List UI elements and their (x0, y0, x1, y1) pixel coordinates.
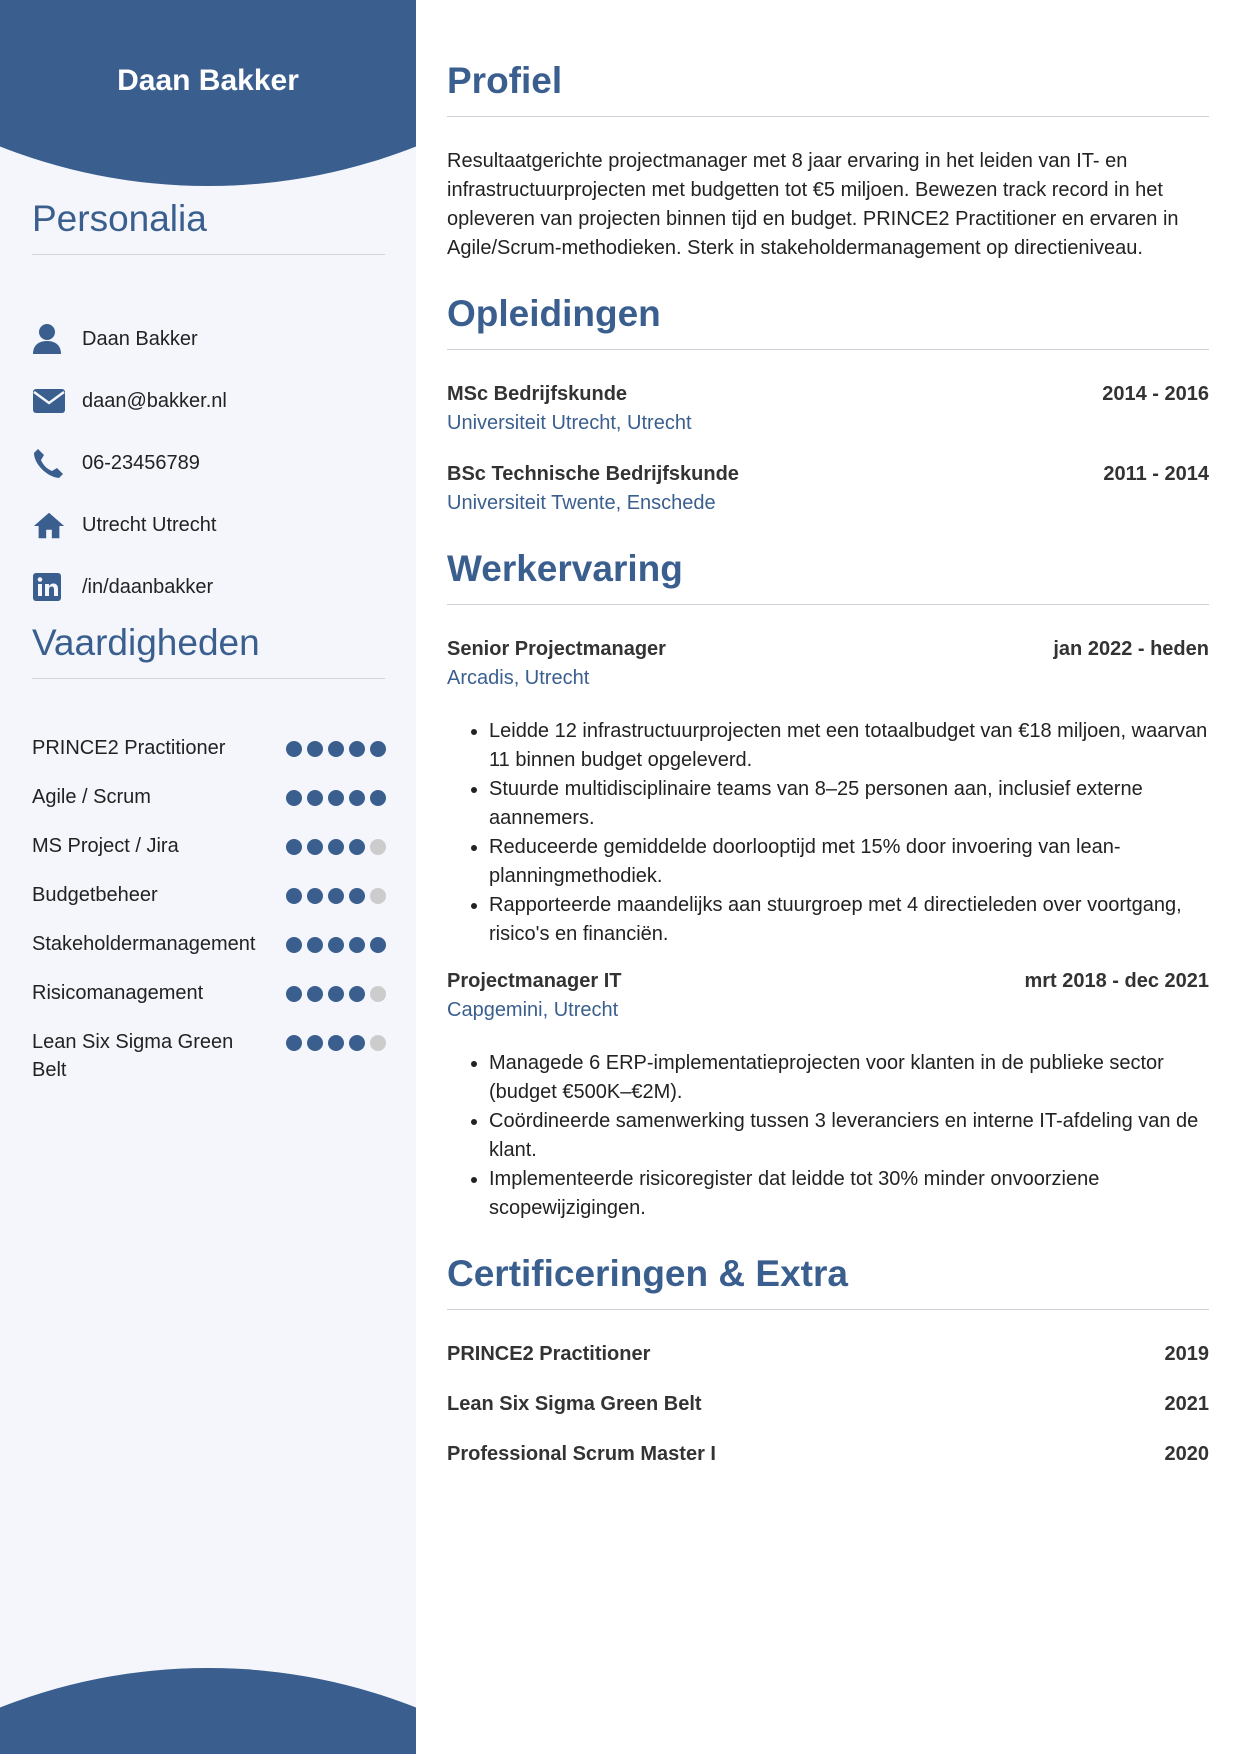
bullet-item: • Implementeerde risicoregister dat leidde tot 30% minder onvoorziene scopewijzigingen. (489, 1165, 1209, 1223)
contact-email[interactable] (32, 370, 392, 432)
rating-dot-filled (286, 937, 302, 953)
education-title: Opleidingen (447, 293, 1209, 350)
experience-title: Werkervaring (447, 548, 1209, 605)
experience-period: mrt 2018 - dec 2021 (1024, 970, 1209, 992)
skill-rating (286, 734, 386, 757)
certification-item (447, 1390, 1209, 1419)
contact-address-text: Utrecht Utrecht (82, 513, 217, 536)
skill-row (32, 783, 386, 811)
rating-dot-empty (370, 1035, 386, 1051)
rating-dot-filled (370, 790, 386, 806)
rating-dot-filled (349, 839, 365, 855)
experience-company: Capgemini, Utrecht (447, 999, 619, 1021)
education-item (447, 380, 1209, 438)
rating-dot-filled (370, 741, 386, 757)
rating-dot-filled (349, 741, 365, 757)
certification-name: Lean Six Sigma Green Belt (447, 1393, 702, 1415)
experience-role: Projectmanager IT (447, 970, 622, 992)
bullet-item: • Leidde 12 infrastructuurprojecten met een totaalbudget van €18 miljoen, waarvan 11 binnen budget opgeleverd. (489, 717, 1209, 775)
skill-name: PRINCE2 Practitioner (32, 737, 226, 759)
contact-email-text[interactable]: daan@bakker.nl (82, 389, 227, 412)
certification-year: 2019 (1164, 1343, 1209, 1365)
contact-address (32, 494, 392, 556)
skill-name: Budgetbeheer (32, 884, 158, 906)
rating-dot-filled (328, 839, 344, 855)
contact-linkedin-text[interactable]: /in/daanbakker (82, 575, 214, 598)
education-period: 2014 - 2016 (1102, 383, 1209, 405)
skill-row (32, 1028, 386, 1084)
skill-name: Agile / Scrum (32, 786, 151, 808)
education-item (447, 460, 1209, 518)
skill-rating (286, 930, 386, 953)
contact-name-text: Daan Bakker (82, 327, 198, 350)
contact-list (32, 308, 392, 618)
contact-linkedin[interactable] (32, 556, 392, 618)
rating-dot-filled (349, 937, 365, 953)
phone-icon (32, 446, 66, 480)
rating-dot-empty (370, 986, 386, 1002)
certification-name: PRINCE2 Practitioner (447, 1343, 651, 1365)
certification-year: 2020 (1164, 1443, 1209, 1465)
experience-role: Senior Projectmanager (447, 638, 666, 660)
rating-dot-filled (307, 937, 323, 953)
rating-dot-filled (328, 790, 344, 806)
certification-year: 2021 (1164, 1393, 1209, 1415)
experience-bullets (447, 717, 1209, 949)
skill-name: MS Project / Jira (32, 835, 179, 857)
skills-list (32, 734, 386, 1105)
rating-dot-filled (307, 741, 323, 757)
rating-dot-filled (286, 839, 302, 855)
certification-item (447, 1340, 1209, 1369)
sidebar (0, 0, 416, 1754)
rating-dot-filled (307, 790, 323, 806)
contact-phone-text[interactable]: 06-23456789 (82, 451, 200, 474)
linkedin-icon (32, 570, 66, 604)
candidate-name: Daan Bakker (117, 64, 299, 97)
rating-dot-empty (370, 839, 386, 855)
rating-dot-filled (286, 790, 302, 806)
profile-title: Profiel (447, 60, 1209, 117)
rating-dot-filled (307, 888, 323, 904)
experience-item (447, 635, 1209, 949)
personalia-title: Personalia (32, 198, 385, 255)
bullet-item: • Coördineerde samenwerking tussen 3 leveranciers en interne IT-afdeling van de klant. (489, 1107, 1209, 1165)
skill-row (32, 930, 386, 958)
rating-dot-filled (349, 888, 365, 904)
education-period: 2011 - 2014 (1103, 463, 1209, 485)
rating-dot-filled (328, 888, 344, 904)
certification-name: Professional Scrum Master I (447, 1443, 716, 1465)
contact-phone[interactable] (32, 432, 392, 494)
rating-dot-filled (370, 937, 386, 953)
rating-dot-filled (286, 1035, 302, 1051)
profile-text: Resultaatgerichte projectmanager met 8 jaar ervaring in het leiden van IT- en infrastructuurprojecten met budgetten tot €5 miljoen. Bewezen track record in het opleveren van projecten binnen tijd en budget. PRINCE2 Practitioner en ervaren in Agile/Scrum-methodieken. Sterk in stakeholdermanagement op directieniveau. (447, 150, 1179, 259)
experience-bullets (447, 1049, 1209, 1223)
skill-rating (286, 832, 386, 855)
rating-dot-filled (349, 1035, 365, 1051)
bullet-item: • Reduceerde gemiddelde doorlooptijd met 15% door invoering van lean-planningmethodiek. (489, 833, 1209, 891)
education-school: Universiteit Twente, Enschede (447, 492, 716, 514)
experience-company: Arcadis, Utrecht (447, 667, 590, 689)
main-content (447, 60, 1209, 1490)
home-icon (32, 508, 66, 542)
skill-name: Risicomanagement (32, 982, 204, 1004)
bullet-item: • Rapporteerde maandelijks aan stuurgroep met 4 directieleden over voortgang, risico's en financiën. (489, 891, 1209, 949)
bullet-item: • Stuurde multidisciplinaire teams van 8–25 personen aan, inclusief externe aannemers. (489, 775, 1209, 833)
education-degree: BSc Technische Bedrijfskunde (447, 463, 739, 485)
experience-period: jan 2022 - heden (1053, 638, 1209, 660)
rating-dot-filled (328, 1035, 344, 1051)
rating-dot-filled (349, 986, 365, 1002)
rating-dot-filled (307, 986, 323, 1002)
rating-dot-filled (286, 741, 302, 757)
skill-rating (286, 783, 386, 806)
certifications-title: Certificeringen & Extra (447, 1253, 1209, 1310)
skill-name: Stakeholdermanagement (32, 933, 256, 955)
rating-dot-filled (349, 790, 365, 806)
rating-dot-filled (328, 937, 344, 953)
certification-item (447, 1440, 1209, 1469)
footer-arc (0, 1668, 416, 1754)
person-icon (32, 322, 66, 356)
rating-dot-filled (286, 986, 302, 1002)
bullet-item: • Managede 6 ERP-implementatieprojecten voor klanten in de publieke sector (budget €500K–€2M). (489, 1049, 1209, 1107)
envelope-icon (32, 384, 66, 418)
education-school: Universiteit Utrecht, Utrecht (447, 412, 692, 434)
rating-dot-filled (286, 888, 302, 904)
skill-row (32, 832, 386, 860)
experience-item (447, 967, 1209, 1223)
skill-rating (286, 979, 386, 1002)
skill-row (32, 979, 386, 1007)
rating-dot-filled (328, 741, 344, 757)
skill-row (32, 734, 386, 762)
education-degree: MSc Bedrijfskunde (447, 383, 628, 405)
skill-row (32, 881, 386, 909)
skill-name: Lean Six Sigma Green Belt (32, 1031, 234, 1081)
skill-rating (286, 881, 386, 904)
skills-title: Vaardigheden (32, 622, 385, 679)
rating-dot-empty (370, 888, 386, 904)
rating-dot-filled (328, 986, 344, 1002)
contact-name (32, 308, 392, 370)
rating-dot-filled (307, 1035, 323, 1051)
skill-rating (286, 1028, 386, 1051)
rating-dot-filled (307, 839, 323, 855)
